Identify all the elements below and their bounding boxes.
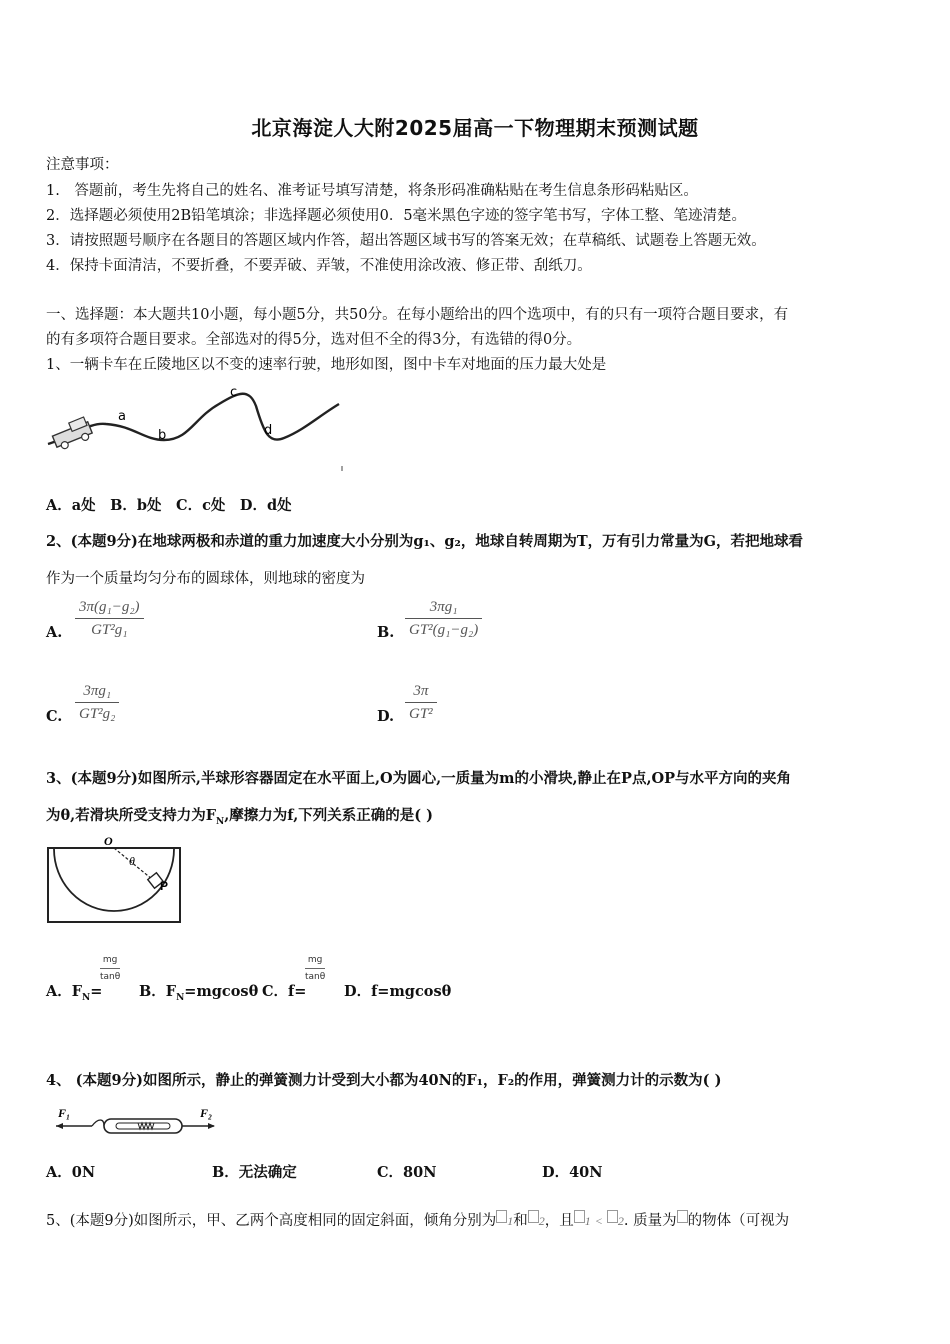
q2-option-c-label: C. (46, 708, 63, 725)
fraction-denominator: tanθ (100, 968, 120, 982)
notice-heading: 注意事项： (46, 157, 119, 173)
q2-option-b-formula (405, 599, 482, 639)
q2-option-a-formula (75, 599, 144, 639)
q5-symbol-subscript: 1 (507, 1214, 514, 1228)
hill-terrain-figure (44, 378, 354, 474)
q1-options: A．a处 B．b处 C．c处 D．d处 (46, 497, 292, 514)
hemisphere-container-figure (44, 834, 184, 926)
mass-placeholder-icon (677, 1210, 688, 1223)
theta-placeholder-icon (528, 1210, 539, 1223)
q5-symbol-subscript: 1 (584, 1214, 591, 1228)
q5-symbol-subscript: 2 (617, 1214, 624, 1228)
formula-numerator: 3πg₁ (429, 599, 458, 615)
q5-stem (46, 1209, 789, 1230)
q5-text-and: 和 (513, 1213, 528, 1229)
section-line: 的有多项符合题目要求。全部选对的得5分，选对但不全的得3分，有选错的得0分。 (46, 332, 582, 348)
label-c: c (230, 385, 238, 400)
notice-item: 1. 答题前，考生先将自己的姓名、准考证号填写清楚，将条形码准确粘贴在考生信息条形码粘贴区。 (46, 183, 698, 199)
q3-option-b-subscript: N (176, 992, 185, 1003)
q3-option-c-prefix: C．f= (262, 983, 307, 1000)
q2-option-d-label: D. (377, 708, 395, 725)
q5-text-part3: . 质量为 (623, 1213, 677, 1229)
notice-item: 4．保持卡面清洁，不要折叠，不要弄破、弄皱，不准使用涂改液、修正带、刮纸刀。 (46, 258, 592, 274)
theta-placeholder-icon (574, 1210, 585, 1223)
q3-stem-text-rest: ,摩擦力为f,下列关系正确的是( ) (224, 807, 434, 824)
q5-text-part1: 5、(本题9分)如图所示，甲、乙两个高度相同的固定斜面，倾角分别为 (46, 1213, 497, 1229)
q2-option-b-label: B. (377, 624, 395, 641)
q5-less-than: < (594, 1214, 603, 1228)
q5-text-part2: ，且 (544, 1213, 574, 1229)
q2-option-c-formula (75, 683, 119, 723)
formula-denominator: GT²g₂ (75, 702, 119, 723)
label-o: O (104, 834, 113, 848)
notice-item: 3．请按照题号顺序在各题目的答题区域内作答，超出答题区域书写的答案无效；在草稿纸、试题卷上答题无效。 (46, 233, 766, 249)
q3-option-b-prefix: B．F (139, 983, 177, 1000)
label-f2: F₂ (200, 1106, 213, 1120)
q5-text-part4: 的物体（可视为 (687, 1213, 790, 1229)
section-line: 一、选择题：本大题共10小题，每小题5分，共50分。在每小题给出的四个选项中，有的只有一项符合题目要求，有 (46, 307, 789, 323)
q4-option-d: D．40N (542, 1164, 603, 1181)
q4-option-a: A．0N (46, 1164, 96, 1181)
label-b: b (158, 428, 167, 443)
q3-option-a-fraction (100, 955, 120, 982)
q3-option-b (139, 980, 258, 1003)
notice-item: 2．选择题必须使用2B铅笔填涂；非选择题必须使用0．5毫米黑色字迹的签字笔书写，字体工整、笔迹清楚。 (46, 208, 747, 224)
q3-stem-subscript: N (216, 816, 225, 827)
label-p: P (160, 879, 169, 893)
fraction-numerator: mg (102, 955, 118, 965)
label-d: d (264, 423, 273, 438)
fraction-denominator: tanθ (305, 968, 325, 982)
theta-placeholder-icon (607, 1210, 618, 1223)
label-a: a (118, 409, 126, 424)
q5-symbol-subscript: 2 (538, 1214, 545, 1228)
formula-numerator: 3π (413, 683, 429, 699)
q2-stem-line2: 作为一个质量均匀分布的圆球体，则地球的密度为 (46, 571, 365, 587)
q1-stem: 1、一辆卡车在丘陵地区以不变的速率行驶，地形如图，图中卡车对地面的压力最大处是 (46, 357, 607, 373)
formula-numerator: 3πg₁ (83, 683, 112, 699)
label-f1: F₁ (58, 1106, 71, 1120)
theta-placeholder-icon (496, 1210, 507, 1223)
label-theta: θ (129, 854, 135, 868)
q3-stem-line1: 3、(本题9分)如图所示,半球形容器固定在水平面上,O为圆心,一质量为m的小滑块,静止在P点,OP与水平方向的夹角 (46, 770, 792, 787)
q3-stem-text: 为θ,若滑块所受支持力为F (46, 807, 217, 824)
q3-option-d: D．f=mgcosθ (344, 983, 452, 1000)
spring-scale-figure (54, 1104, 219, 1140)
formula-denominator: GT²(g₁−g₂) (405, 618, 482, 639)
formula-denominator: GT²g₁ (75, 618, 144, 639)
q4-option-c: C．80N (377, 1164, 437, 1181)
q4-option-b: B．无法确定 (212, 1164, 297, 1181)
q3-option-a-subscript: N (82, 992, 91, 1003)
formula-denominator: GT² (405, 702, 437, 723)
fraction-numerator: mg (307, 955, 323, 965)
q2-option-d-formula (405, 683, 437, 723)
q2-stem-line1: 2、(本题9分)在地球两极和赤道的重力加速度大小分别为g₁、g₂，地球自转周期为T，万有引力常量为G，若把地球看 (46, 533, 804, 550)
formula-numerator: 3π(g₁−g₂) (79, 599, 140, 615)
q3-option-c-fraction (305, 955, 325, 982)
q3-option-a-prefix: A．F (46, 983, 83, 1000)
q3-option-b-rest: =mgcosθ (184, 983, 259, 1000)
q3-stem-line2 (46, 804, 433, 827)
page-title: 北京海淀人大附2025届高一下物理期末预测试题 (251, 116, 699, 140)
q3-option-a-equals: = (90, 983, 103, 1000)
q4-stem: 4、 (本题9分)如图所示，静止的弹簧测力计受到大小都为40N的F₁，F₂的作用，弹簧测力计的示数为( ) (46, 1072, 722, 1089)
q2-option-a-label: A. (46, 624, 63, 641)
q3-option-a (46, 980, 102, 1003)
